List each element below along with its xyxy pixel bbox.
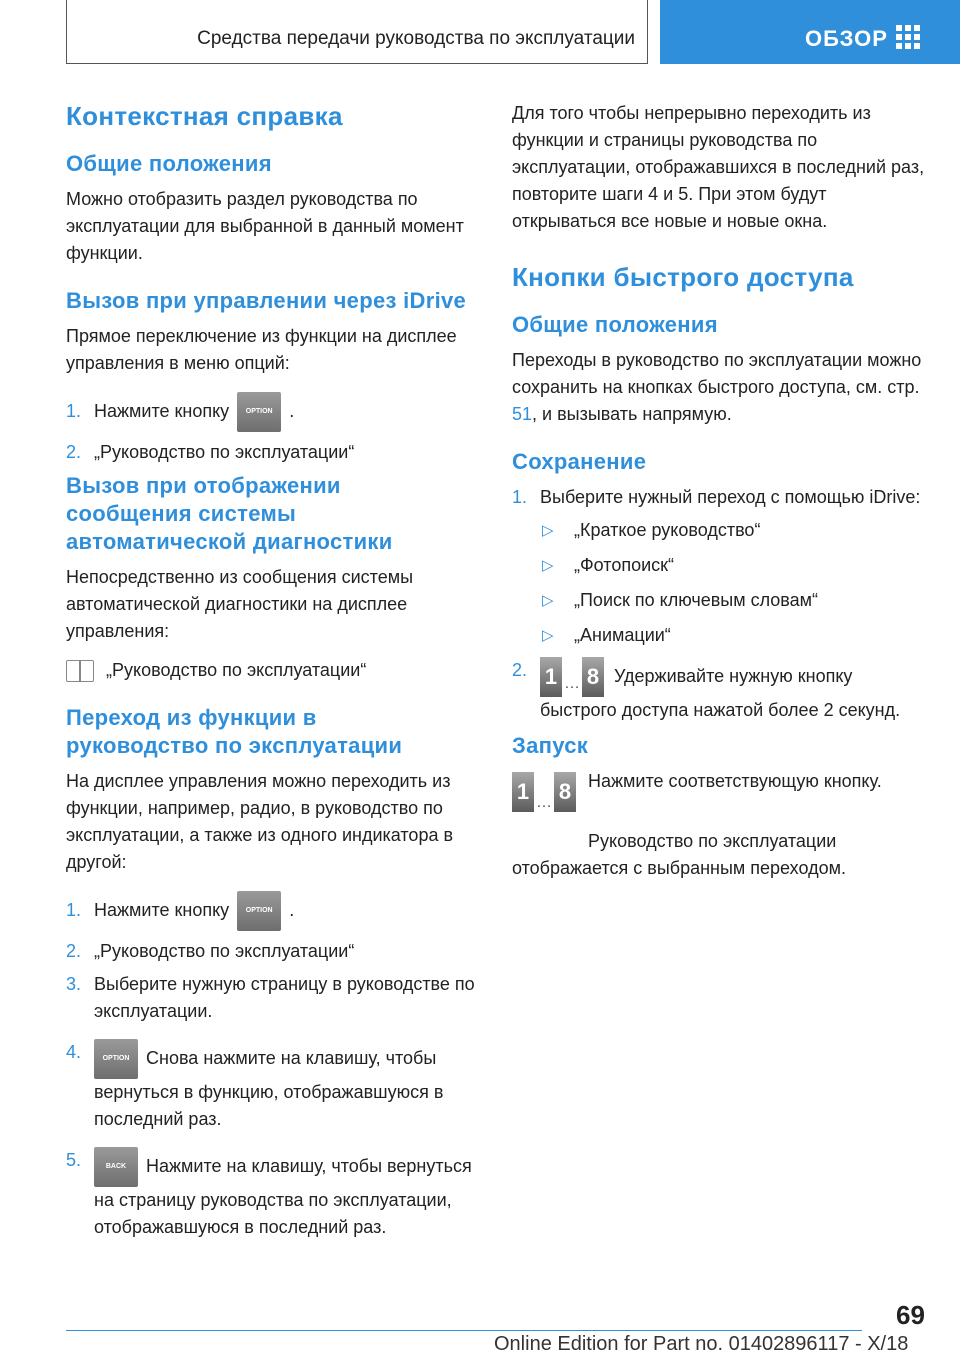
favorite-key-1-icon: 1 bbox=[512, 772, 534, 812]
list-item: 1. Нажмите кнопку OPTION . bbox=[66, 389, 486, 433]
list-item: 1. Нажмите кнопку OPTION . bbox=[66, 888, 486, 932]
page-number: 69 bbox=[896, 1300, 925, 1330]
heading-favorites: Кнопки быстрого доступа bbox=[512, 262, 854, 292]
list-item: 5. BACK Нажмите на клавишу, чтобы вернуться на страницу руководства по эксплуатации, отображавшуюся в последний раз. bbox=[66, 1147, 486, 1241]
paragraph-favorites: Переходы в руководство по эксплуатации можно сохранить на кнопках быстрого доступа, см. стр. 51, и вызывать напрямую. bbox=[512, 350, 922, 424]
heading-launch: Запуск bbox=[512, 733, 589, 758]
book-icon bbox=[66, 660, 94, 682]
heading-general-right: Общие положения bbox=[512, 312, 718, 337]
paragraph-repeat: Для того чтобы непрерывно переходить из функции и страницы руководства по эксплуатации, отображавшихся в последний раз, повторите шаги 4 и 5. При этом будут открываться все новые и новые окна. bbox=[512, 103, 925, 231]
back-key-icon: BACK bbox=[94, 1147, 138, 1187]
right-column bbox=[512, 100, 932, 882]
idrive-steps bbox=[66, 389, 486, 466]
page-link[interactable]: 51 bbox=[512, 404, 533, 424]
triangle-icon: ▷ bbox=[542, 522, 554, 539]
left-column bbox=[66, 100, 486, 1247]
option-key-icon: OPTION bbox=[237, 392, 281, 432]
footer-edition: Online Edition for Part no. 01402896117 - X/18 bbox=[494, 1333, 909, 1355]
list-item: ▷ „Краткое руководство“ bbox=[540, 517, 932, 544]
option-key-icon: OPTION bbox=[94, 1039, 138, 1079]
paragraph-general: Можно отобразить раздел руководства по эксплуатации для выбранной в данный момент функции. bbox=[66, 189, 464, 263]
heading-idrive: Вызов при управлении через iDrive bbox=[66, 288, 467, 313]
paragraph-launch-1: Нажмите соответствующую кнопку. bbox=[588, 771, 882, 791]
header-title: Средства передачи руководства по эксплуатации bbox=[197, 28, 635, 49]
list-item: 1. Выберите нужный переход с помощью iDrive: ▷ „Краткое руководство“ ▷ „Фотопоиск“ ▷ „Поиск по ключевым словам“ ▷ „Анимации“ bbox=[512, 484, 932, 649]
heading-general: Общие положения bbox=[66, 151, 272, 176]
function-steps bbox=[66, 888, 486, 1241]
list-item: ▷ „Поиск по ключевым словам“ bbox=[540, 587, 932, 614]
triangle-icon: ▷ bbox=[542, 557, 554, 574]
favorite-key-8-icon: 8 bbox=[582, 657, 604, 697]
paragraph-launch-2: Руководство по эксплуатации отображается с выбранным переходом. bbox=[512, 831, 846, 878]
paragraph-function-to-manual: На дисплее управления можно переходить из функции, например, радио, в руководство по эксплуатации, а также из одного индикатора в другой: bbox=[66, 771, 454, 872]
favorite-key-8-icon: 8 bbox=[554, 772, 576, 812]
list-item: 2. „Руководство по эксплуатации“ bbox=[66, 941, 355, 961]
footer-divider bbox=[66, 1330, 862, 1331]
save-options bbox=[540, 517, 932, 649]
heading-diagnostics: Вызов при отображении сообщения системы автоматической диагностики bbox=[66, 473, 393, 554]
header-title-box bbox=[66, 0, 648, 64]
option-key-icon: OPTION bbox=[237, 891, 281, 931]
grid-icon bbox=[896, 25, 920, 49]
triangle-icon: ▷ bbox=[542, 592, 554, 609]
paragraph-diagnostics: Непосредственно из сообщения системы автоматической диагностики на дисплее управления: bbox=[66, 567, 414, 641]
list-item: 2. 1 … 8 Удерживайте нужную кнопку быстрого доступа нажатой более 2 секунд. bbox=[512, 657, 932, 724]
triangle-icon: ▷ bbox=[542, 627, 554, 644]
list-item: ▷ „Анимации“ bbox=[540, 622, 932, 649]
heading-save: Сохранение bbox=[512, 449, 647, 474]
heading-context-help: Контекстная справка bbox=[66, 101, 343, 131]
paragraph-idrive: Прямое переключение из функции на дисплее управления в меню опций: bbox=[66, 326, 457, 373]
heading-function-to-manual: Переход из функции в руководство по эксплуатации bbox=[66, 705, 403, 758]
diagnostics-item: „Руководство по эксплуатации“ bbox=[66, 657, 486, 684]
section-tab[interactable] bbox=[660, 0, 960, 64]
list-item: 3. Выберите нужную страницу в руководстве по эксплуатации. bbox=[66, 974, 475, 1021]
page-header bbox=[0, 0, 960, 66]
section-label: ОБЗОР bbox=[805, 26, 888, 51]
list-item: 4. OPTION Снова нажмите на клавишу, чтобы вернуться в функцию, отображавшуюся в последний раз. bbox=[66, 1039, 486, 1133]
list-item: 2. „Руководство по эксплуатации“ bbox=[66, 442, 355, 462]
launch-block bbox=[512, 768, 932, 828]
favorite-keys: 1 … 8 bbox=[512, 772, 576, 812]
save-steps bbox=[512, 484, 932, 724]
list-item: ▷ „Фотопоиск“ bbox=[540, 552, 932, 579]
favorite-key-1-icon: 1 bbox=[540, 657, 562, 697]
